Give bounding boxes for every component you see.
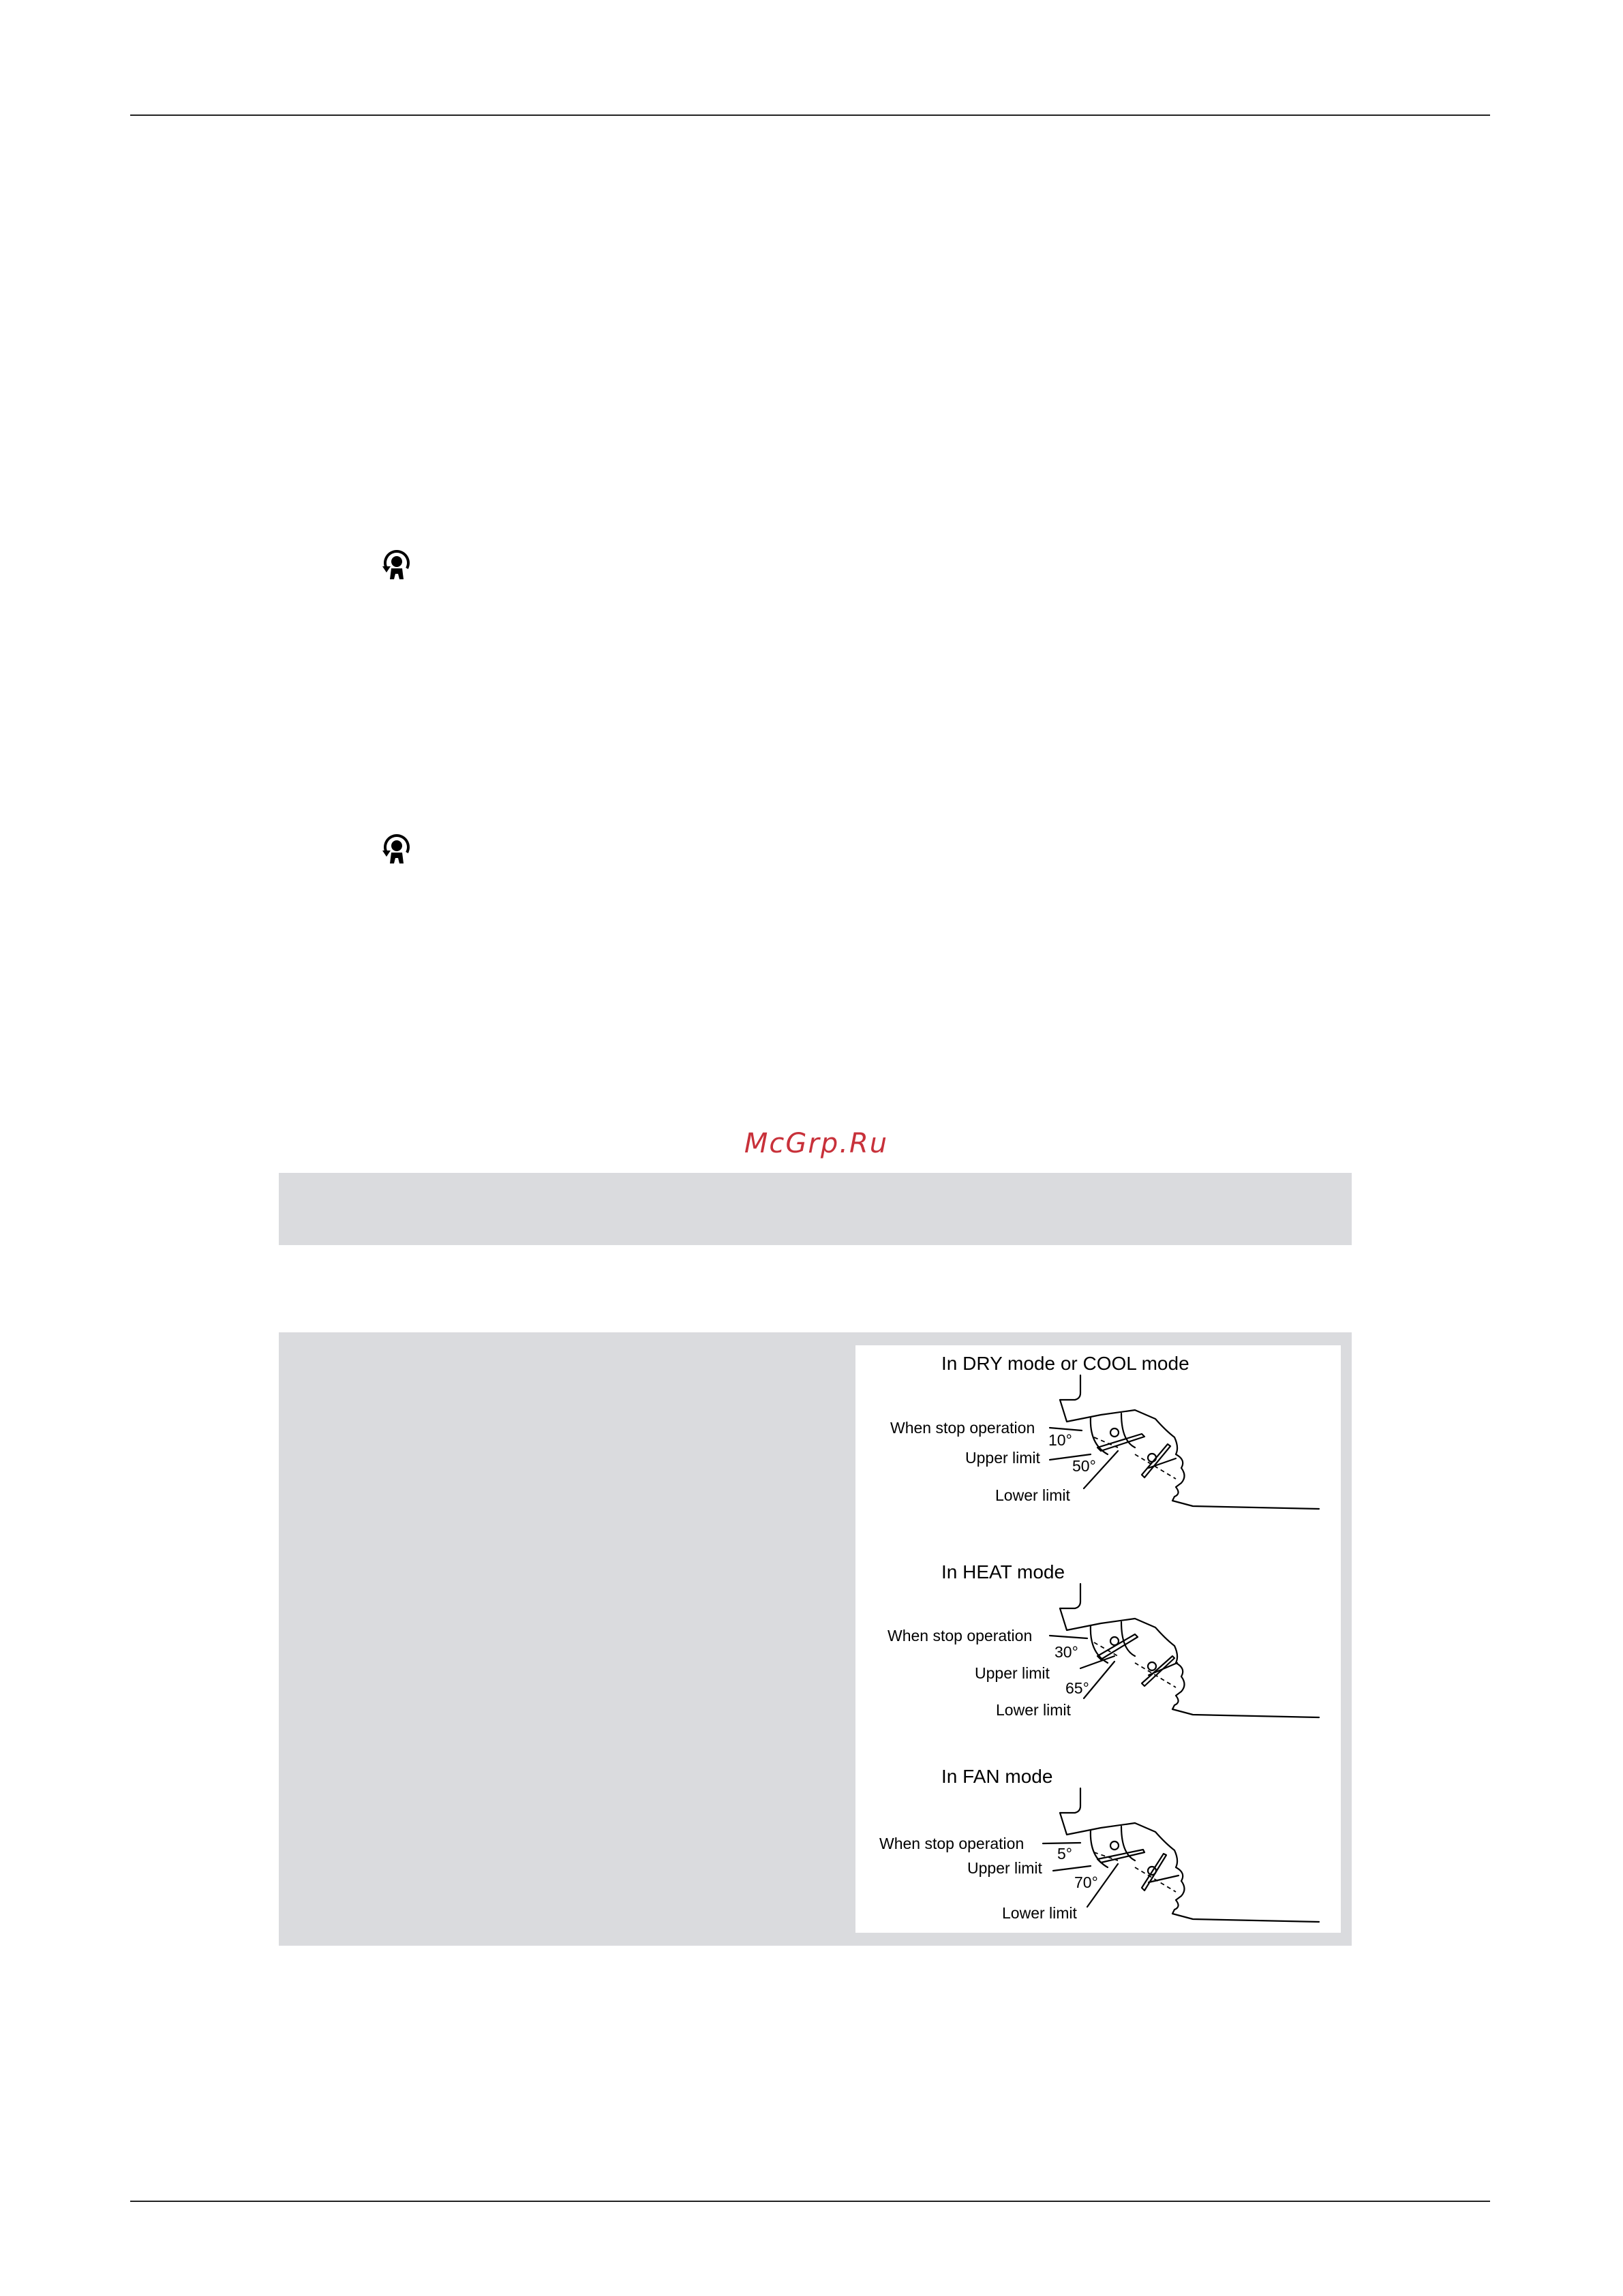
watermark: McGrp.Ru [744, 1128, 889, 1159]
diagram-panel-fan [879, 1766, 1319, 1922]
stop-angle-value: 10° [1048, 1431, 1072, 1449]
note-band [279, 1173, 1352, 1245]
swing-icon [380, 832, 414, 866]
upper-limit-label: Upper limit [967, 1859, 1042, 1877]
header-rule [130, 114, 1490, 116]
upper-limit-label: Upper limit [965, 1449, 1040, 1467]
footer-rule [130, 2201, 1490, 2202]
diagram-panel-heat [888, 1561, 1319, 1719]
lower-limit-label: Lower limit [1002, 1904, 1077, 1922]
panel-title: In DRY mode or COOL mode [941, 1353, 1189, 1374]
swing-icon [380, 548, 414, 582]
stop-operation-label: When stop operation [888, 1627, 1033, 1644]
louver-angle-diagram [855, 1345, 1341, 1933]
limit-angle-value: 70° [1074, 1873, 1098, 1891]
panel-title: In HEAT mode [941, 1561, 1065, 1582]
lower-limit-label: Lower limit [996, 1701, 1071, 1719]
limit-angle-value: 50° [1072, 1457, 1096, 1475]
stop-angle-value: 30° [1055, 1643, 1078, 1661]
limit-angle-value: 65° [1065, 1679, 1089, 1697]
stop-operation-label: When stop operation [890, 1419, 1035, 1437]
stop-operation-label: When stop operation [879, 1835, 1025, 1852]
upper-limit-label: Upper limit [975, 1664, 1050, 1682]
stop-angle-value: 5° [1057, 1845, 1072, 1863]
lower-limit-label: Lower limit [995, 1486, 1070, 1504]
panel-title: In FAN mode [941, 1766, 1053, 1787]
diagram-panel-dry-cool [890, 1353, 1319, 1509]
